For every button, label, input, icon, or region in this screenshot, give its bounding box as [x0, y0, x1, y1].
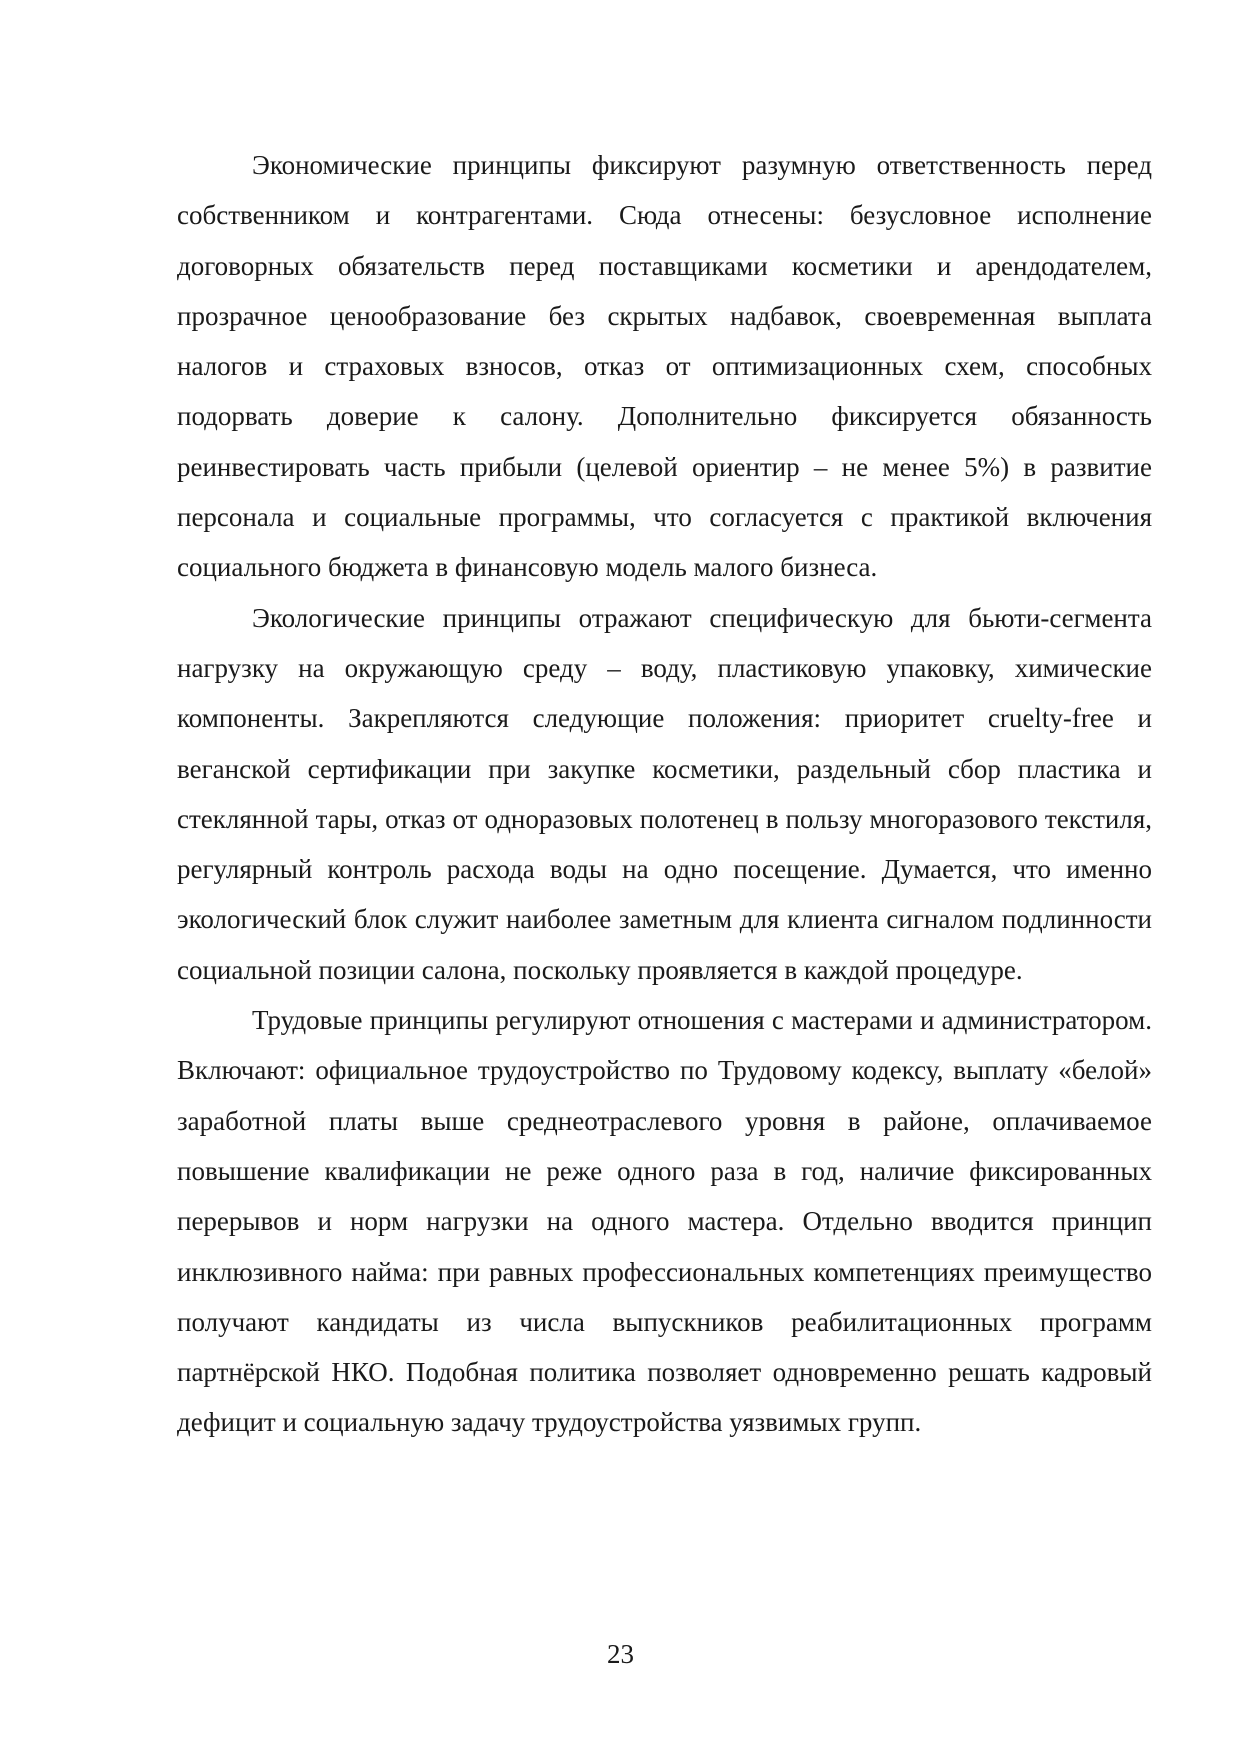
text-body [177, 140, 1152, 1448]
paragraph-ecological-principles: Экологические принципы отражают специфическую для бьюти-сегмента нагрузку на окружающую среду – воду, пластиковую упаковку, химические компоненты. Закрепляются следующие положения: приоритет cruelty-free и веганской сертификации при закупке косметики, раздельный сбор пластика и стеклянной тары, отказ от одноразовых полотенец в пользу многоразового текстиля, регулярный контроль расхода воды на одно посещение. Думается, что именно экологический блок служит наиболее заметным для клиента сигналом подлинности социальной позиции салона, поскольку проявляется в каждой процедуре. [177, 602, 1152, 985]
page-number: 23 [607, 1639, 634, 1669]
paragraph-labor-principles: Трудовые принципы регулируют отношения с мастерами и администратором. Включают: официальное трудоустройство по Трудовому кодексу, выплату «белой» заработной платы выше среднеотраслевого уровня в районе, оплачиваемое повышение квалификации не реже одного раза в год, наличие фиксированных перерывов и норм нагрузки на одного мастера. Отдельно вводится принцип инклюзивного найма: при равных профессиональных компетенциях преимущество получают кандидаты из числа выпускников реабилитационных программ партнёрской НКО. Подобная политика позволяет одновременно решать кадровый дефицит и социальную задачу трудоустройства уязвимых групп. [177, 1005, 1152, 1438]
paragraph-economic-principles: Экономические принципы фиксируют разумную ответственность перед собственником и контрагентами. Сюда отнесены: безусловное исполнение договорных обязательств перед поставщиками косметики и арендодателем, прозрачное ценообразование без скрытых надбавок, своевременная выплата налогов и страховых взносов, отказ от оптимизационных схем, способных подорвать доверие к салону. Дополнительно фиксируется обязанность реинвестировать часть прибыли (целевой ориентир – не менее 5%) в развитие персонала и социальные программы, что согласуется с практикой включения социального бюджета в финансовую модель малого бизнеса. [177, 150, 1152, 583]
